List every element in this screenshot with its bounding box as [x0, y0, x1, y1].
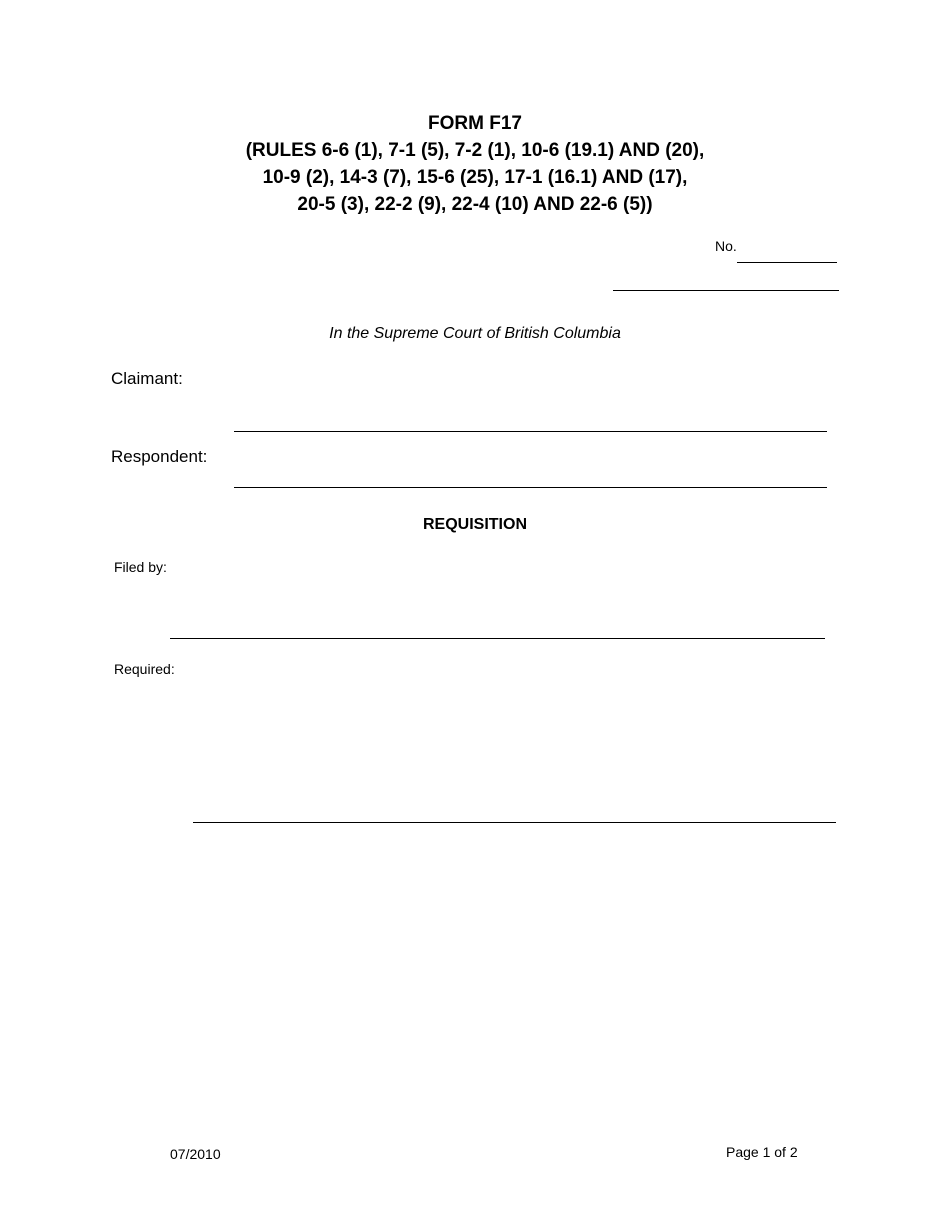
requisition-title: REQUISITION	[422, 516, 527, 533]
file-number-label: No.	[715, 238, 737, 254]
file-number-field[interactable]	[737, 262, 837, 263]
filed-by-field[interactable]	[170, 638, 825, 639]
claimant-label: Claimant:	[111, 369, 183, 388]
court-name: In the Supreme Court of British Columbia	[329, 325, 621, 342]
respondent-field[interactable]	[234, 487, 827, 488]
footer-page-number: Page 1 of 2	[726, 1144, 798, 1160]
registry-field[interactable]	[613, 290, 839, 291]
claimant-field[interactable]	[234, 431, 827, 432]
required-label: Required:	[114, 661, 175, 677]
required-field[interactable]	[193, 822, 836, 823]
filed-by-label: Filed by:	[114, 559, 167, 575]
form-heading	[0, 110, 950, 218]
rules-line-1: (RULES 6-6 (1), 7-1 (5), 7-2 (1), 10-6 (19.1) AND (20),	[245, 140, 705, 161]
rules-line-2: 10-9 (2), 14-3 (7), 15-6 (25), 17-1 (16.1) AND (17),	[262, 167, 688, 188]
respondent-label: Respondent:	[111, 447, 208, 466]
form-title: FORM F17	[428, 113, 522, 134]
footer-date: 07/2010	[170, 1146, 221, 1162]
rules-line-3: 20-5 (3), 22-2 (9), 22-4 (10) AND 22-6 (5))	[297, 194, 653, 215]
